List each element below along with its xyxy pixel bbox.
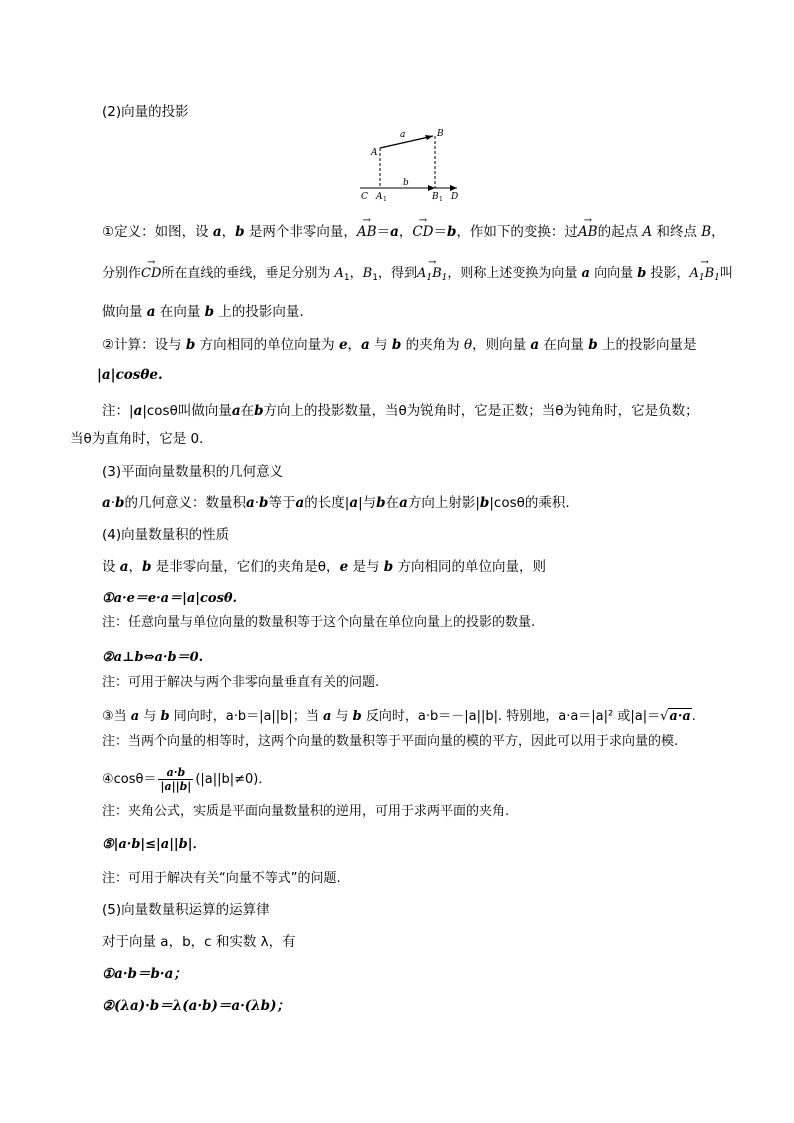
section-heading-laws: (5)向量数量积运算的运算律	[102, 902, 270, 918]
law-1: ①a·b＝b·a；	[102, 966, 187, 982]
section-heading-geometric-meaning: (3)平面向量数量积的几何意义	[102, 464, 284, 480]
definition-line-2: 分别作→ CD所在直线的垂线，垂足分别为 $A_1$，$B_1$，得到→ $A_1B_1$，则称上述变换为向量 a 向向量 b 投影，→ $A_1B_1$叫	[102, 265, 733, 287]
definition-line-1: ①定义：如图，设 a，b 是两个非零向量，→ AB＝a，→ CD＝b，作如下的变换：过→ AB的起点 A 和终点 B，	[102, 223, 725, 241]
label-a: a	[400, 130, 406, 140]
property-1: ①a·e＝e·a＝|a|cosθ.	[102, 591, 238, 606]
laws-intro: 对于向量 a，b，c 和实数 λ，有	[102, 934, 296, 950]
property-4: ④cosθ＝ $\frac{a\cdot b}{|a||b|}$ (|a||b|≠0)．	[102, 766, 272, 793]
label-B1: B	[432, 192, 439, 202]
note-property-5: 注：可用于解决有关“向量不等式”的问题.	[102, 871, 341, 886]
law-2: ②(λa)·b＝λ(a·b)＝a·(λb)；	[102, 998, 290, 1014]
line-CD-arrowhead	[450, 185, 457, 191]
note-property-3: 注：当两个向量的相等时，这两个向量的数量积等于平面向量的模的平方，因此可以用于求向量的模.	[102, 734, 679, 749]
cos-fraction: $\frac{a\cdot b}{|a||b|}$	[160, 766, 192, 793]
property-2: ②a⊥b⇔a·b＝0.	[102, 650, 204, 665]
note-projection-2: 当θ为直角时，它是 0．	[70, 431, 213, 447]
note-property-4: 注：夹角公式，实质是平面向量数量积的逆用，可用于求两平面的夹角.	[102, 804, 510, 819]
vector-a-line	[380, 136, 433, 148]
definition-line-3: 做向量 a 在向量 b 上的投影向量.	[102, 304, 304, 320]
label-B: B	[437, 129, 444, 139]
label-C: C	[361, 192, 368, 202]
label-A: A	[371, 148, 378, 158]
projection-figure	[355, 128, 465, 204]
property-5: ⑤|a·b|≤|a||b|．	[102, 837, 206, 852]
label-B1-sub: 1	[439, 196, 443, 203]
note-projection-1: 注：|a|cosθ叫做向量a在b方向上的投影数量，当θ为锐角时，它是正数；当θ为钝角时，它是负数；	[102, 403, 699, 419]
property-3: ③当 a 与 b 同向时，a·b＝|a||b|；当 a 与 b 反向时，a·b＝－|a||b|. 特别地，a·a＝|a|² 或|a|＝√a·a.	[102, 709, 696, 724]
geometric-meaning-text: a·b的几何意义：数量积a·b等于a的长度|a|与b在a方向上射影|b|cosθ的乘积．	[102, 495, 579, 511]
label-b: b	[403, 178, 409, 188]
sqrt-sign: √	[660, 709, 669, 724]
vector-b-arrowhead	[428, 185, 435, 191]
label-A1: A	[376, 192, 383, 202]
calculation-line-1: ②计算：设与 b 方向相同的单位向量为 e，a 与 b 的夹角为 θ，则向量 a 在向量 b 上的投影向量是	[102, 337, 697, 353]
section-heading-projection: (2)向量的投影	[102, 104, 189, 120]
note-property-2: 注：可用于解决与两个非零向量垂直有关的问题.	[102, 675, 380, 690]
label-D: D	[451, 192, 459, 202]
section-heading-properties: (4)向量数量积的性质	[102, 527, 230, 543]
note-property-1: 注：任意向量与单位向量的数量积等于这个向量在单位向量上的投影的数量.	[102, 615, 536, 630]
label-A1-sub: 1	[383, 196, 387, 203]
calculation-line-2: |a|cosθe.	[97, 367, 163, 383]
properties-intro: 设 a，b 是非零向量，它们的夹角是θ，e 是与 b 方向相同的单位向量，则	[102, 559, 546, 575]
